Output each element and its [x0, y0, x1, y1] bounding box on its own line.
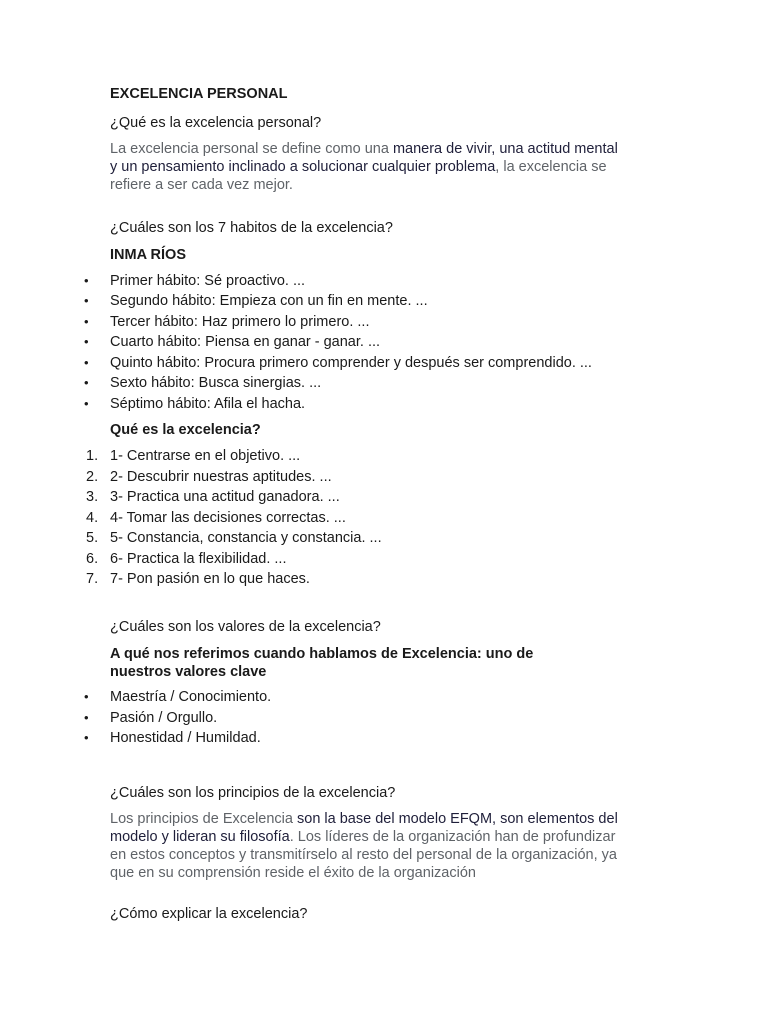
paragraph-personal-excellence-definition	[110, 140, 670, 194]
highlighted-text: son la base del modelo EFQM, son elementos del	[297, 811, 618, 827]
text-span: , la excelencia se	[495, 159, 607, 175]
heading-what-is-excellence: Qué es la excelencia?	[110, 422, 261, 438]
highlighted-text: y un pensamiento inclinado a solucionar cualquier problema	[110, 159, 496, 175]
list-item: Pasión / Orgullo.	[110, 710, 218, 726]
paragraph-line: que en su comprensión reside el éxito de la organización	[110, 865, 476, 881]
heading-key-values	[110, 645, 670, 681]
question-explain-excellence: ¿Cómo explicar la excelencia?	[110, 906, 308, 922]
heading-line: A qué nos referimos cuando hablamos de Excelencia: uno de	[110, 646, 534, 662]
list-item: 7- Pon pasión en lo que haces.	[110, 571, 310, 587]
list-item: Sexto hábito: Busca sinergias. ...	[110, 375, 322, 391]
list-item: Séptimo hábito: Afila el hacha.	[110, 396, 306, 412]
text-span: La excelencia personal se define como una	[110, 141, 393, 157]
list-item: 5- Constancia, constancia y constancia. ...	[110, 530, 382, 546]
question-excellence-principles: ¿Cuáles son los principios de la excelencia?	[110, 785, 396, 801]
bullet-icon: •	[84, 710, 89, 725]
highlighted-text: modelo y lideran su filosofía	[110, 829, 290, 845]
paragraph-line	[110, 810, 690, 828]
list-item: 6- Practica la flexibilidad. ...	[110, 551, 287, 567]
list-number: 3.	[86, 489, 99, 505]
list-item: Maestría / Conocimiento.	[110, 689, 272, 705]
paragraph-line	[110, 828, 690, 846]
list-number: 7.	[86, 571, 99, 587]
heading-line: nuestros valores clave	[110, 664, 267, 680]
highlighted-text: manera de vivir, una actitud mental	[392, 141, 618, 157]
paragraph-line	[110, 158, 670, 176]
list-number: 4.	[86, 510, 99, 526]
bullet-icon: •	[84, 396, 89, 411]
list-number: 1.	[86, 448, 99, 464]
paragraph-line	[110, 140, 670, 158]
bullet-icon: •	[84, 334, 89, 349]
question-seven-habits: ¿Cuáles son los 7 habitos de la excelencia?	[110, 220, 393, 236]
list-item: Primer hábito: Sé proactivo. ...	[110, 273, 306, 289]
list-item: Tercer hábito: Haz primero lo primero. ...	[110, 314, 370, 330]
paragraph-line: refiere a ser cada vez mejor.	[110, 177, 293, 193]
list-item: 3- Practica una actitud ganadora. ...	[110, 489, 340, 505]
paragraph-line: en estos conceptos y transmitírselo al resto del personal de la organización, ya	[110, 847, 617, 863]
list-item: 2- Descubrir nuestras aptitudes. ...	[110, 469, 332, 485]
text-span: . Los líderes de la organización han de profundizar	[289, 829, 616, 845]
list-item: Segundo hábito: Empieza con un fin en mente. ...	[110, 293, 428, 309]
bullet-icon: •	[84, 273, 89, 288]
list-item: Cuarto hábito: Piensa en ganar - ganar. ...	[110, 334, 381, 350]
bullet-icon: •	[84, 375, 89, 390]
list-item: Quinto hábito: Procura primero comprender y después ser comprendido. ...	[110, 355, 592, 371]
text-span: Los principios de Excelencia	[110, 811, 297, 827]
question-excellence-values: ¿Cuáles son los valores de la excelencia?	[110, 619, 381, 635]
bullet-icon: •	[84, 314, 89, 329]
list-number: 2.	[86, 469, 99, 485]
list-item: 4- Tomar las decisiones correctas. ...	[110, 510, 346, 526]
question-what-is-personal-excellence: ¿Qué es la excelencia personal?	[110, 115, 322, 131]
document-title: EXCELENCIA PERSONAL	[110, 86, 288, 102]
list-number: 6.	[86, 551, 99, 567]
list-item: Honestidad / Humildad.	[110, 730, 261, 746]
bullet-icon: •	[84, 689, 89, 704]
author-name: INMA RÍOS	[110, 247, 186, 263]
bullet-icon: •	[84, 730, 89, 745]
bullet-icon: •	[84, 293, 89, 308]
list-number: 5.	[86, 530, 99, 546]
list-item: 1- Centrarse en el objetivo. ...	[110, 448, 301, 464]
bullet-icon: •	[84, 355, 89, 370]
paragraph-excellence-principles	[110, 810, 690, 882]
